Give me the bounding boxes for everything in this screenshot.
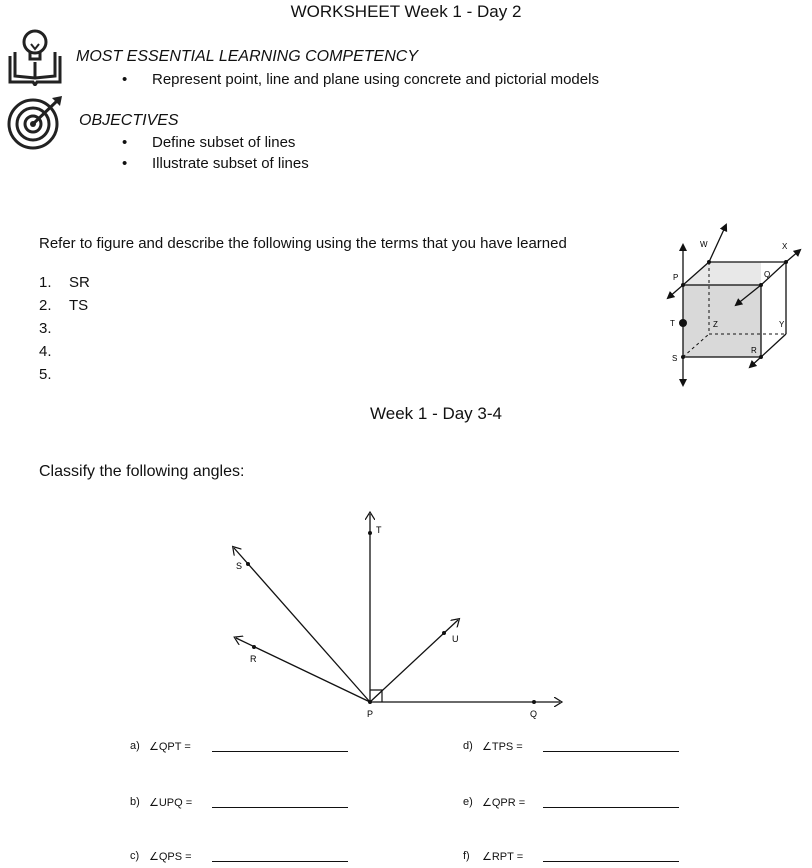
cube-label-q: Q: [764, 270, 771, 279]
objectives-heading: OBJECTIVES: [79, 112, 179, 129]
angle-figure: [220, 500, 580, 725]
question-letter: c): [130, 850, 140, 862]
cube-label-r: R: [751, 346, 757, 355]
question-letter: f): [463, 850, 470, 862]
angle-label-t: T: [376, 525, 382, 535]
answer-blank-f[interactable]: [543, 861, 679, 862]
question-c: [130, 850, 355, 866]
angle-label-s: S: [236, 561, 243, 571]
exercise-instruction: Refer to figure and describe the following using the terms that you have learned: [39, 235, 567, 252]
item-text: TS: [69, 297, 89, 314]
cube-label-x: X: [782, 242, 788, 251]
exercise-item-5: [39, 366, 52, 383]
question-label: ∠QPS =: [149, 851, 192, 863]
answer-blank-d[interactable]: [543, 751, 679, 752]
section-title: Week 1 - Day 3-4: [370, 404, 502, 423]
question-letter: d): [463, 740, 473, 752]
cube-label-t: T: [670, 319, 675, 328]
item-text: SR: [69, 274, 90, 291]
exercise-item-2: [39, 297, 89, 314]
cube-label-s: S: [672, 354, 678, 363]
question-label: ∠QPR =: [482, 797, 526, 809]
exercise-item-1: [39, 274, 90, 291]
classify-instruction: Classify the following angles:: [39, 463, 245, 480]
question-b: [130, 796, 355, 812]
question-f: [463, 850, 688, 866]
angle-label-u: U: [452, 634, 459, 644]
cube-label-w: W: [700, 240, 708, 249]
question-e: [463, 796, 688, 812]
objective-bullet-2: • Illustrate subset of lines: [152, 155, 309, 172]
objective-bullet-1: • Define subset of lines: [152, 134, 295, 151]
exercise-item-3: [39, 320, 52, 337]
question-label: ∠RPT =: [482, 851, 524, 863]
target-icon: [6, 94, 66, 152]
angle-label-q: Q: [530, 709, 538, 719]
item-number: 1.: [39, 274, 52, 291]
answer-blank-e[interactable]: [543, 807, 679, 808]
item-number: 2.: [39, 297, 52, 314]
angle-label-r: R: [250, 654, 257, 664]
exercise-item-4: [39, 343, 52, 360]
question-letter: a): [130, 740, 140, 752]
question-d: [463, 740, 688, 756]
answer-blank-b[interactable]: [212, 807, 348, 808]
item-number: 4.: [39, 343, 52, 360]
angle-label-p: P: [367, 709, 374, 719]
answer-blank-a[interactable]: [212, 751, 348, 752]
question-letter: e): [463, 796, 473, 808]
cube-label-p: P: [673, 273, 679, 282]
cube-label-y: Y: [779, 320, 785, 329]
cube-figure: [640, 215, 808, 395]
cube-label-z: Z: [713, 320, 718, 329]
competency-bullet: • Represent point, line and plane using concrete and pictorial models: [152, 71, 599, 88]
question-letter: b): [130, 796, 140, 808]
question-label: ∠TPS =: [482, 741, 523, 753]
item-number: 3.: [39, 320, 52, 337]
item-number: 5.: [39, 366, 52, 383]
book-lightbulb-icon: [6, 26, 64, 86]
competency-heading: MOST ESSENTIAL LEARNING COMPETENCY: [76, 48, 418, 65]
question-label: ∠QPT =: [149, 741, 191, 753]
answer-blank-c[interactable]: [212, 861, 348, 862]
question-label: ∠UPQ =: [149, 797, 193, 809]
question-a: [130, 740, 355, 756]
worksheet-title: WORKSHEET Week 1 - Day 2: [290, 2, 522, 21]
